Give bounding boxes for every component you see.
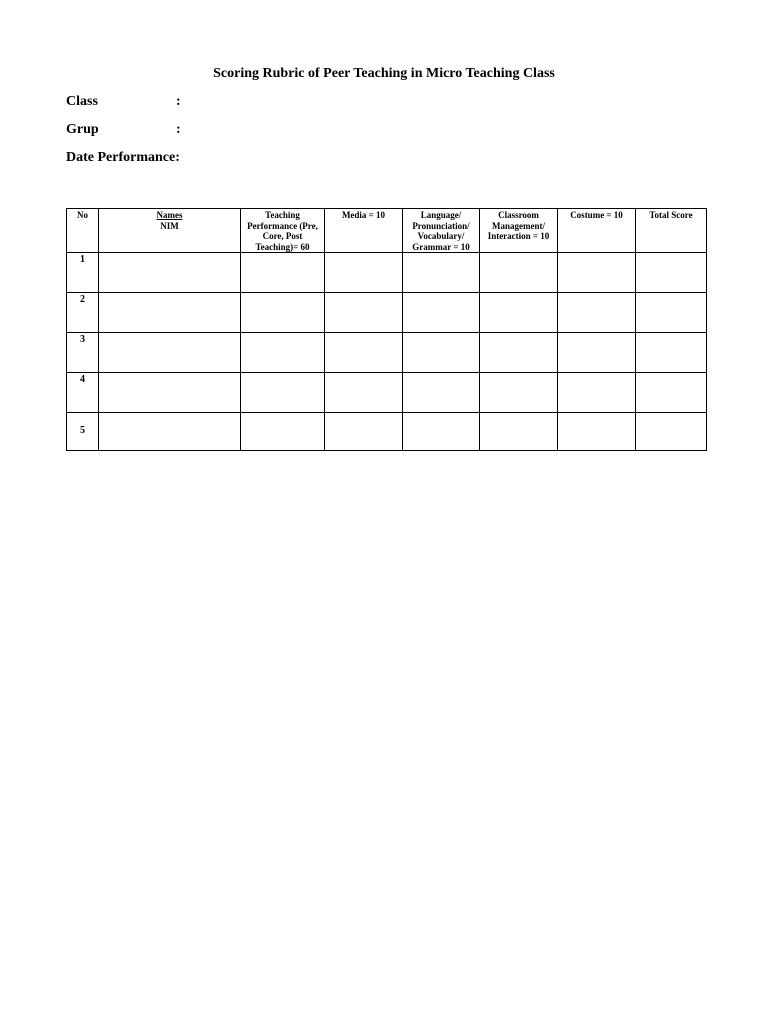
media-score-cell[interactable] xyxy=(325,413,403,451)
language-score-cell[interactable] xyxy=(403,373,480,413)
teaching-score-cell[interactable] xyxy=(241,413,325,451)
language-score-cell[interactable] xyxy=(403,333,480,373)
scoring-rubric-table xyxy=(66,208,707,451)
media-score-cell[interactable] xyxy=(325,333,403,373)
costume-score-cell[interactable] xyxy=(558,333,636,373)
table-row xyxy=(67,333,707,373)
header-names-nim xyxy=(99,209,241,253)
table-row xyxy=(67,293,707,333)
language-score-cell[interactable] xyxy=(403,253,480,293)
language-score-cell[interactable] xyxy=(403,293,480,333)
names-nim-cell[interactable] xyxy=(99,253,241,293)
total-score-cell[interactable] xyxy=(636,253,707,293)
costume-score-cell[interactable] xyxy=(558,373,636,413)
table-row xyxy=(67,253,707,293)
classroom-score-cell[interactable] xyxy=(480,373,558,413)
media-score-cell[interactable] xyxy=(325,293,403,333)
table-row xyxy=(67,413,707,451)
language-score-cell[interactable] xyxy=(403,413,480,451)
header-costume: Costume = 10 xyxy=(558,209,636,253)
row-number: 5 xyxy=(67,413,99,451)
header-names: Names xyxy=(156,210,183,220)
total-score-cell[interactable] xyxy=(636,413,707,451)
teaching-score-cell[interactable] xyxy=(241,333,325,373)
costume-score-cell[interactable] xyxy=(558,293,636,333)
row-number: 1 xyxy=(67,253,99,293)
row-number: 4 xyxy=(67,373,99,413)
costume-score-cell[interactable] xyxy=(558,413,636,451)
class-label: Class xyxy=(66,94,98,109)
classroom-score-cell[interactable] xyxy=(480,253,558,293)
date-performance-label: Date Performance: xyxy=(66,150,180,165)
header-classroom-management: Classroom Management/ Interaction = 10 xyxy=(480,209,558,253)
grup-label: Grup xyxy=(66,122,99,137)
classroom-score-cell[interactable] xyxy=(480,333,558,373)
classroom-score-cell[interactable] xyxy=(480,413,558,451)
total-score-cell[interactable] xyxy=(636,373,707,413)
date-performance-field xyxy=(66,150,180,166)
media-score-cell[interactable] xyxy=(325,253,403,293)
header-nim: NIM xyxy=(160,220,179,231)
header-teaching-performance: Teaching Performance (Pre, Core, Post Teaching)= 60 xyxy=(241,209,325,253)
document-title: Scoring Rubric of Peer Teaching in Micro Teaching Class xyxy=(213,66,555,81)
grup-colon: : xyxy=(176,122,181,137)
names-nim-cell[interactable] xyxy=(99,293,241,333)
names-nim-cell[interactable] xyxy=(99,333,241,373)
classroom-score-cell[interactable] xyxy=(480,293,558,333)
header-total-score: Total Score xyxy=(636,209,707,253)
grup-field xyxy=(66,122,181,138)
row-number: 2 xyxy=(67,293,99,333)
header-media: Media = 10 xyxy=(325,209,403,253)
header-no: No xyxy=(67,209,99,253)
media-score-cell[interactable] xyxy=(325,373,403,413)
teaching-score-cell[interactable] xyxy=(241,373,325,413)
costume-score-cell[interactable] xyxy=(558,253,636,293)
table-header-row xyxy=(67,209,707,253)
total-score-cell[interactable] xyxy=(636,333,707,373)
teaching-score-cell[interactable] xyxy=(241,253,325,293)
class-field xyxy=(66,94,181,110)
header-language: Language/ Pronunciation/ Vocabulary/ Grammar = 10 xyxy=(403,209,480,253)
table-row xyxy=(67,373,707,413)
class-colon: : xyxy=(176,94,181,109)
names-nim-cell[interactable] xyxy=(99,373,241,413)
total-score-cell[interactable] xyxy=(636,293,707,333)
row-number: 3 xyxy=(67,333,99,373)
teaching-score-cell[interactable] xyxy=(241,293,325,333)
names-nim-cell[interactable] xyxy=(99,413,241,451)
